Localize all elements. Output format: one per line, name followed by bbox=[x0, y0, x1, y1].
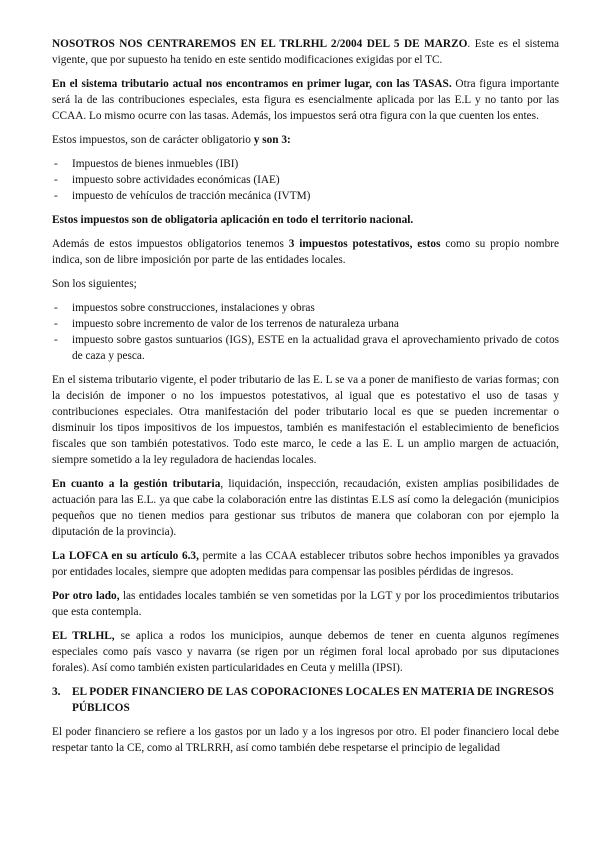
obligatoria-bold: Estos impuestos son de obligatoria aplicación en todo el territorio nacional. bbox=[52, 214, 414, 226]
list-item: - impuesto sobre incremento de valor de los terrenos de naturaleza urbana bbox=[52, 316, 559, 332]
paragraph-impuestos-obligatorios bbox=[52, 132, 559, 148]
lgt-text: las entidades locales también se ven sometidas por la LGT y por los procedimientos tributarios que esta contempla. bbox=[52, 590, 559, 618]
tasas-bold: En el sistema tributario actual nos encontramos en primer lugar, con las TASAS. bbox=[52, 78, 452, 90]
paragraph-obligatoria-aplicacion bbox=[52, 212, 559, 228]
paragraph-intro bbox=[52, 36, 559, 68]
impuestos-text: Estos impuestos, son de carácter obligatorio bbox=[52, 134, 254, 146]
potestativos-text: Además de estos impuestos obligatorios tenemos bbox=[52, 238, 289, 250]
section-number: 3. bbox=[52, 686, 61, 698]
paragraph-lgt bbox=[52, 588, 559, 620]
list-item: - impuestos sobre construcciones, instalaciones y obras bbox=[52, 300, 559, 316]
list-item: - impuesto sobre gastos suntuarios (IGS), ESTE en la actualidad grava el aprovechamiento privado de cotos de caza y pesca. bbox=[52, 332, 559, 364]
list-item: - impuesto de vehículos de tracción mecánica (IVTM) bbox=[52, 188, 559, 204]
intro-bold: NOSOTROS NOS CENTRAREMOS EN EL TRLRHL 2/2004 DEL 5 DE MARZO bbox=[52, 38, 468, 50]
lofca-bold: La LOFCA en su artículo 6.3, bbox=[52, 550, 199, 562]
paragraph-sistema-vigente: En el sistema tributario vigente, el poder tributario de las E. L se va a poner de manifiesto de varias formas; con la decisión de imponer o no los impuestos potestativos, al igual que es potestativo el uso de tasas y contribuciones especiales. Otra manifestación del poder tributario local es que se pueden incrementar o disminuir los tipos impositivos de los impuestos, también es manifestación el establecimiento de beneficios fiscales que son también potestativos. Todo este marco, le cede a las E. L un amplio margen de actuación, siempre sometido a la ley reguladora de haciendas locales. bbox=[52, 374, 559, 466]
paragraph-gestion-tributaria bbox=[52, 476, 559, 540]
gestion-text: , liquidación, inspección, recaudación, existen amplias posibilidades de actuación para las E.L. ya que cabe la colaboración entre las distintas E.LS así como la delegación (municipios pequeños que no tienen medios para gestionar sus tributos de manera que colaboran con por ejemplo la diputación de la provincia). bbox=[52, 478, 559, 538]
paragraph-potestativos bbox=[52, 236, 559, 268]
gestion-bold: En cuanto a la gestión tributaria bbox=[52, 478, 221, 490]
potestativos-rest: como su propio nombre indica, son de libre imposición por parte de las entidades locales. bbox=[52, 238, 559, 266]
section-title: EL PODER FINANCIERO DE LAS COPORACIONES LOCALES EN MATERIA DE INGRESOS PÚBLICOS bbox=[72, 686, 554, 714]
list-impuestos-potestativos bbox=[52, 300, 559, 364]
lofca-text: permite a las CCAA establecer tributos sobre hechos imponibles ya gravados por entidades locales, siempre que adopten medidas para compensar las posibles pérdidas de ingresos. bbox=[52, 550, 559, 578]
list-item: - impuesto sobre actividades económicas (IAE) bbox=[52, 172, 559, 188]
paragraph-son-los-siguientes: Son los siguientes; bbox=[52, 278, 137, 290]
potestativos-bold: 3 impuestos potestativos, estos bbox=[288, 238, 441, 250]
trlhl-text: se aplica a rodos los municipios, aunque debemos de tener en cuenta algunos regímenes especiales como país vasco y navarra (se rigen por un régimen foral local aprobado por sus diputaciones forales). Así como también existen particularidades en Ceuta y melilla (IPSI). bbox=[52, 630, 559, 674]
lgt-bold: Por otro lado, bbox=[52, 590, 120, 602]
intro-text: . Este es el sistema vigente, que por supuesto ha tenido en este sentido modificaciones exigidas por el TC. bbox=[52, 38, 559, 66]
paragraph-lofca bbox=[52, 548, 559, 580]
paragraph-tasas bbox=[52, 76, 559, 124]
trlhl-bold: EL TRLHL, bbox=[52, 630, 115, 642]
impuestos-bold: y son 3: bbox=[253, 134, 291, 146]
tasas-text: Otra figura importante será la de las contribuciones especiales, esta figura es esencialmente aplicada por las E.L y no tanto por las CCAA. Lo mismo ocurre con las tasas. Además, los impuestos será otra figura con la que cuenten los entes. bbox=[52, 78, 559, 122]
list-item: - Impuestos de bienes inmuebles (IBI) bbox=[52, 156, 559, 172]
section-heading bbox=[52, 684, 559, 716]
list-impuestos-obligatorios bbox=[52, 156, 559, 204]
paragraph-trlhl bbox=[52, 628, 559, 676]
paragraph-poder-financiero: El poder financiero se refiere a los gastos por un lado y a los ingresos por otro. El poder financiero local debe respetar tanto la CE, como al TRLRRH, así como también debe respetarse el principio de legalidad bbox=[52, 726, 559, 754]
